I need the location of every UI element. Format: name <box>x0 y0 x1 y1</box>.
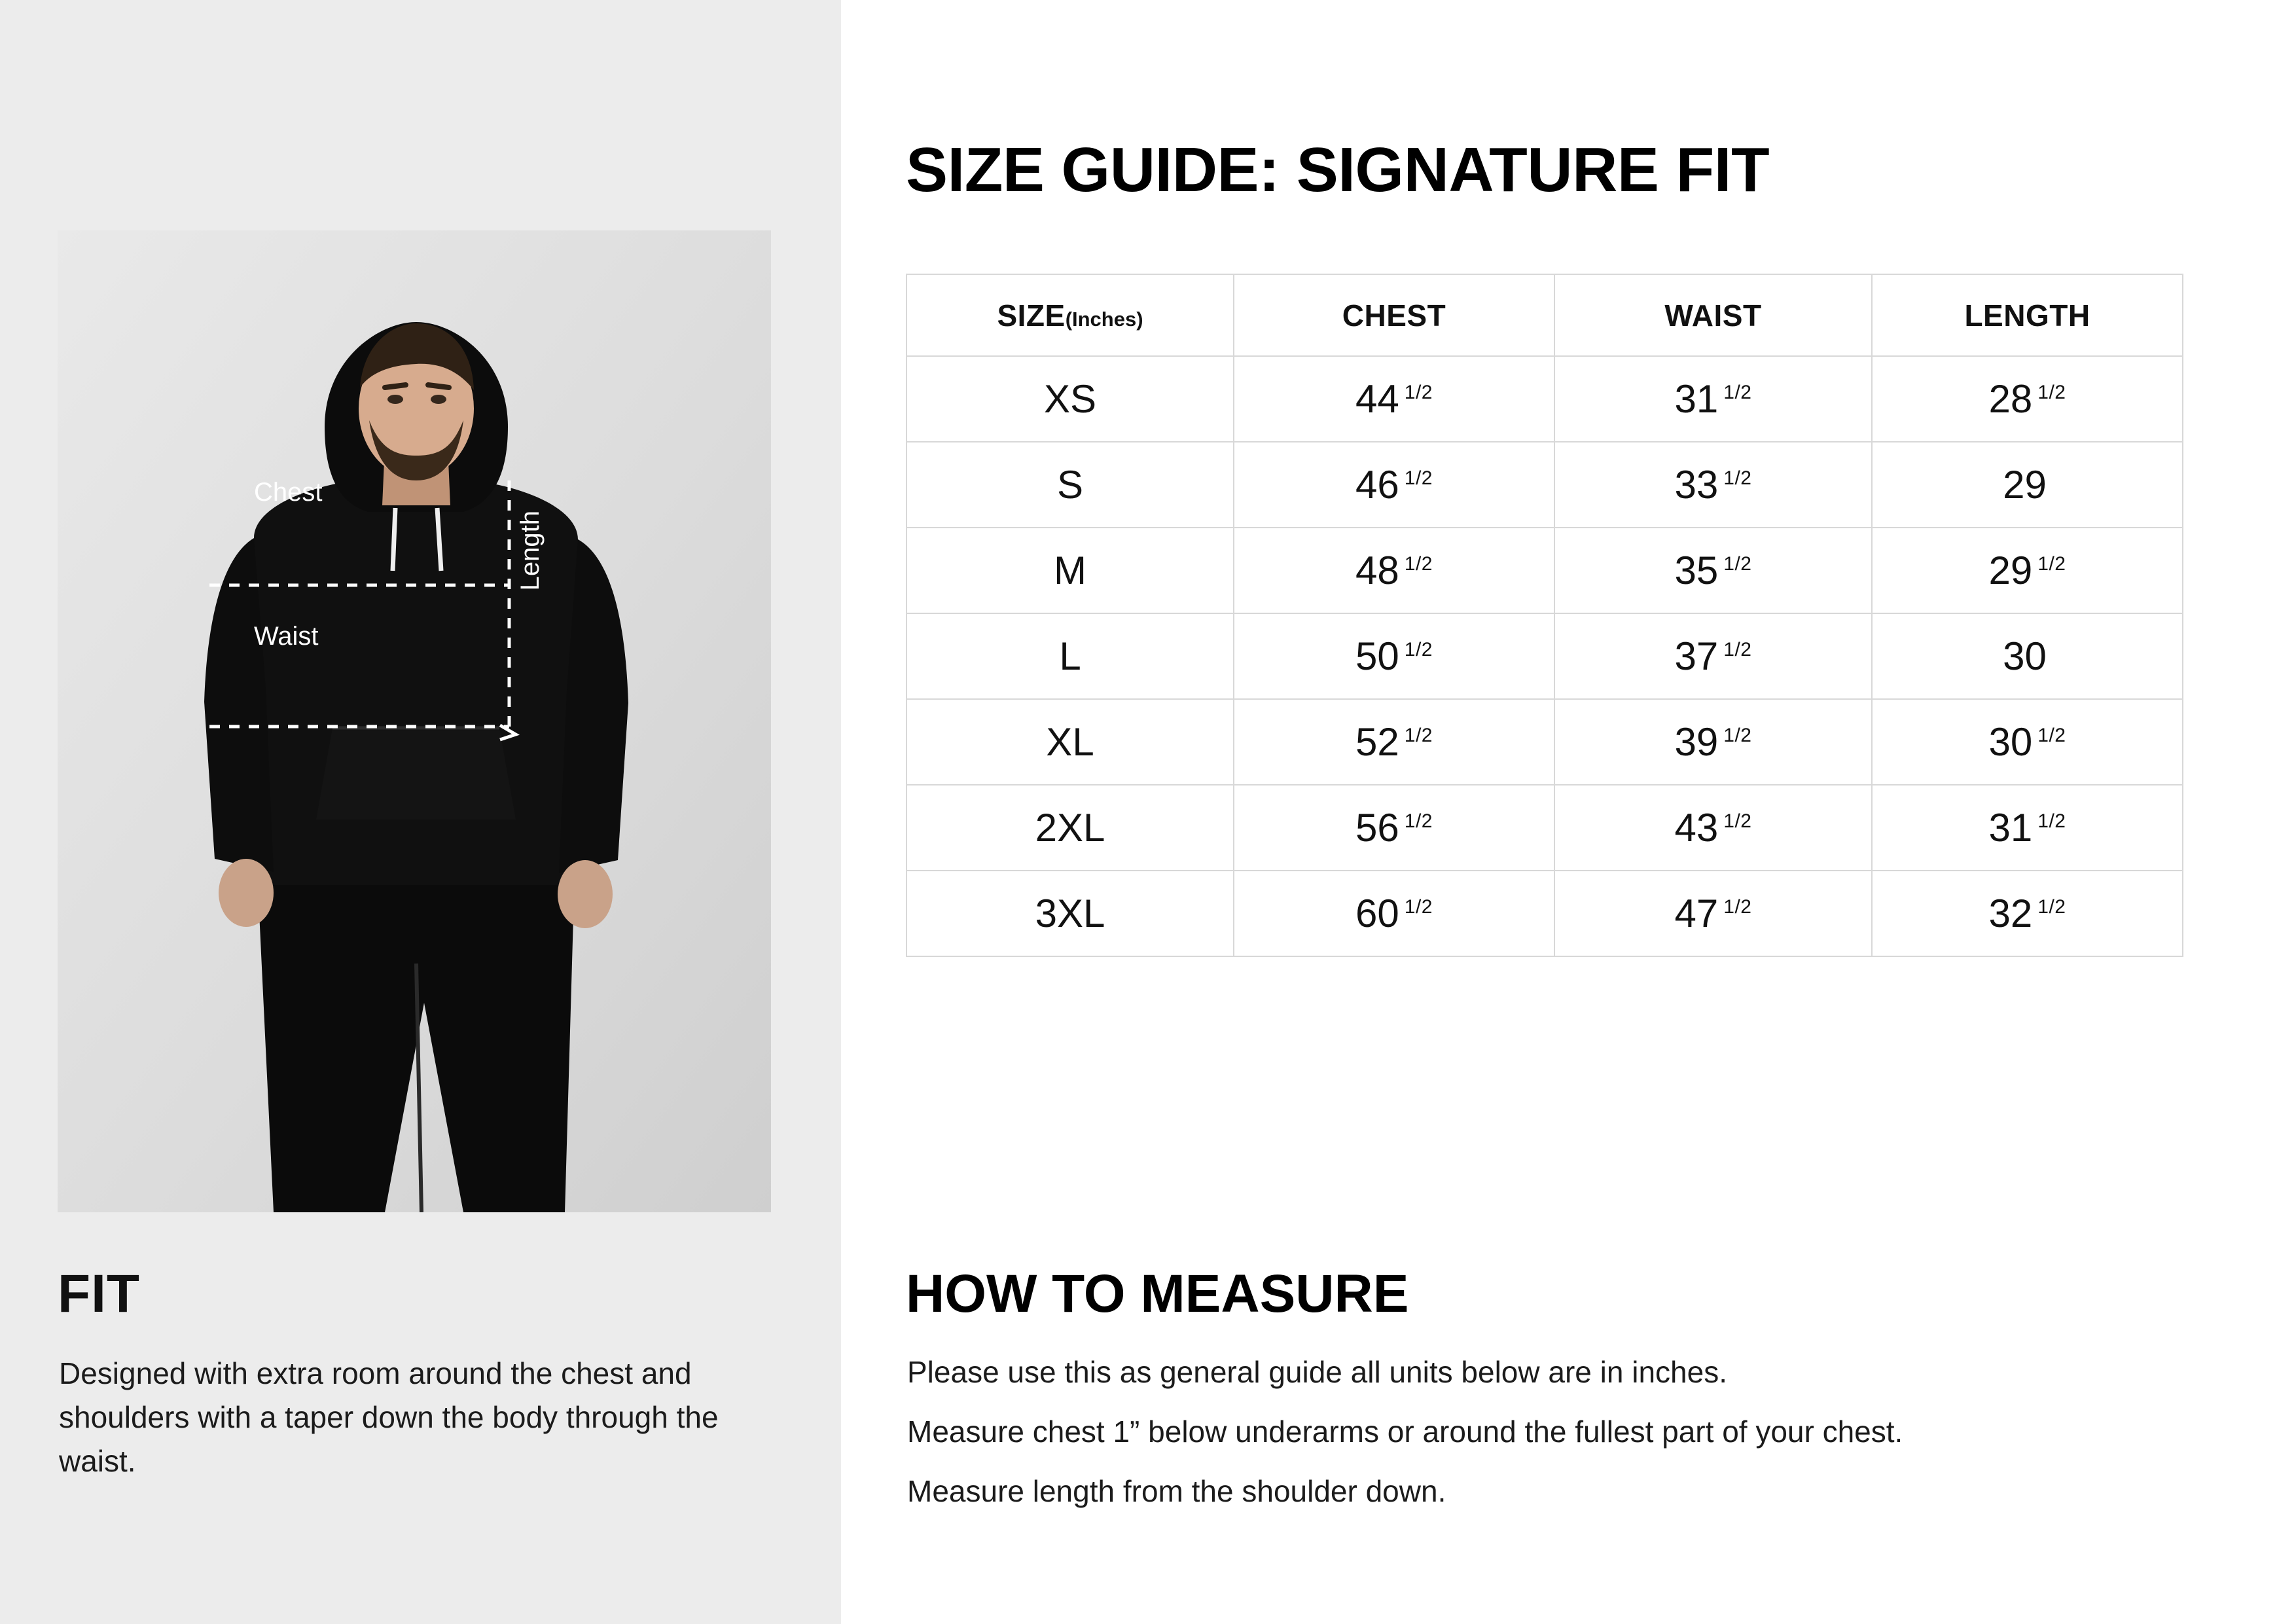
photo-label-length: Length <box>516 511 545 591</box>
cell-length-fraction: 1/2 <box>2037 810 2066 832</box>
table-row <box>906 871 2183 956</box>
cell-size: S <box>906 442 1234 528</box>
cell-chest-fraction: 1/2 <box>1404 639 1433 660</box>
cell-length <box>1872 785 2183 871</box>
table-row <box>906 785 2183 871</box>
cell-length <box>1872 356 2183 442</box>
cell-chest-value: 50 <box>1355 634 1399 678</box>
column-header-size <box>906 274 1234 356</box>
photo-label-chest: Chest <box>254 478 323 507</box>
model-illustration <box>58 230 771 1212</box>
cell-chest-fraction: 1/2 <box>1404 553 1433 575</box>
photo-label-waist: Waist <box>254 622 319 651</box>
cell-chest-value: 48 <box>1355 549 1399 592</box>
cell-waist-value: 39 <box>1674 720 1719 764</box>
cell-chest <box>1234 785 1554 871</box>
cell-length <box>1872 442 2183 528</box>
cell-waist <box>1554 785 1872 871</box>
cell-length-value: 31 <box>1988 806 2033 850</box>
cell-waist <box>1554 871 1872 956</box>
column-header-length: LENGTH <box>1872 274 2183 356</box>
cell-chest-value: 46 <box>1355 463 1399 507</box>
cell-length <box>1872 613 2183 699</box>
column-header-chest: CHEST <box>1234 274 1554 356</box>
cell-chest-fraction: 1/2 <box>1404 382 1433 403</box>
table-row <box>906 613 2183 699</box>
cell-chest-fraction: 1/2 <box>1404 725 1433 746</box>
cell-waist <box>1554 613 1872 699</box>
cell-waist <box>1554 356 1872 442</box>
cell-chest-value: 56 <box>1355 806 1399 850</box>
cell-waist-fraction: 1/2 <box>1723 810 1752 832</box>
cell-length <box>1872 528 2183 613</box>
cell-chest <box>1234 356 1554 442</box>
cell-waist-value: 37 <box>1674 634 1719 678</box>
cell-waist-fraction: 1/2 <box>1723 467 1752 489</box>
how-to-measure-body <box>907 1350 2216 1528</box>
measure-line-2: Measure chest 1” below underarms or around the fullest part of your chest. <box>907 1415 1903 1449</box>
cell-waist <box>1554 699 1872 785</box>
cell-waist-fraction: 1/2 <box>1723 553 1752 575</box>
cell-waist-fraction: 1/2 <box>1723 896 1752 918</box>
how-to-measure-heading: HOW TO MEASURE <box>906 1264 1409 1324</box>
fit-description: Designed with extra room around the chest and shoulders with a taper down the body through the waist. <box>59 1356 719 1479</box>
fit-heading: FIT <box>58 1264 140 1324</box>
cell-length-value: 29 <box>1988 549 2033 592</box>
cell-waist-value: 43 <box>1674 806 1719 850</box>
cell-chest <box>1234 442 1554 528</box>
cell-chest <box>1234 613 1554 699</box>
cell-chest-value: 60 <box>1355 892 1399 935</box>
model-photo <box>58 230 771 1212</box>
cell-length-value: 29 <box>2003 463 2047 507</box>
cell-size: XS <box>906 356 1234 442</box>
cell-waist-value: 33 <box>1674 463 1719 507</box>
cell-length-value: 30 <box>2003 634 2047 678</box>
cell-waist-value: 35 <box>1674 549 1719 592</box>
cell-waist-fraction: 1/2 <box>1723 639 1752 660</box>
cell-chest-fraction: 1/2 <box>1404 810 1433 832</box>
table-row <box>906 699 2183 785</box>
cell-waist-value: 31 <box>1674 377 1719 421</box>
cell-chest <box>1234 699 1554 785</box>
cell-waist <box>1554 528 1872 613</box>
cell-size: 3XL <box>906 871 1234 956</box>
cell-length <box>1872 699 2183 785</box>
cell-length-value: 28 <box>1988 377 2033 421</box>
table-row <box>906 442 2183 528</box>
cell-length-value: 32 <box>1988 892 2033 935</box>
cell-chest-fraction: 1/2 <box>1404 896 1433 918</box>
cell-size: XL <box>906 699 1234 785</box>
column-header-size-unit: (Inches) <box>1065 307 1143 331</box>
measure-line-1: Please use this as general guide all units below are in inches. <box>907 1355 1727 1389</box>
page-title: SIZE GUIDE: SIGNATURE FIT <box>906 135 1770 205</box>
right-panel <box>841 0 2296 1624</box>
cell-length-value: 30 <box>1988 720 2033 764</box>
column-header-waist: WAIST <box>1554 274 1872 356</box>
cell-size: M <box>906 528 1234 613</box>
cell-length-fraction: 1/2 <box>2037 896 2066 918</box>
cell-chest-value: 44 <box>1355 377 1399 421</box>
cell-waist-fraction: 1/2 <box>1723 382 1752 403</box>
cell-length-fraction: 1/2 <box>2037 725 2066 746</box>
size-table <box>906 274 2183 957</box>
cell-waist-value: 47 <box>1674 892 1719 935</box>
cell-waist <box>1554 442 1872 528</box>
table-row <box>906 528 2183 613</box>
cell-chest-value: 52 <box>1355 720 1399 764</box>
cell-waist-fraction: 1/2 <box>1723 725 1752 746</box>
left-panel <box>0 0 841 1624</box>
table-header-row <box>906 274 2183 356</box>
cell-length <box>1872 871 2183 956</box>
measure-line-3: Measure length from the shoulder down. <box>907 1474 1446 1508</box>
table-row <box>906 356 2183 442</box>
cell-chest <box>1234 528 1554 613</box>
cell-chest-fraction: 1/2 <box>1404 467 1433 489</box>
cell-size: L <box>906 613 1234 699</box>
cell-chest <box>1234 871 1554 956</box>
cell-length-fraction: 1/2 <box>2037 553 2066 575</box>
cell-size: 2XL <box>906 785 1234 871</box>
size-table-body <box>906 356 2183 956</box>
cell-length-fraction: 1/2 <box>2037 382 2066 403</box>
column-header-size-label: SIZE <box>997 298 1066 333</box>
